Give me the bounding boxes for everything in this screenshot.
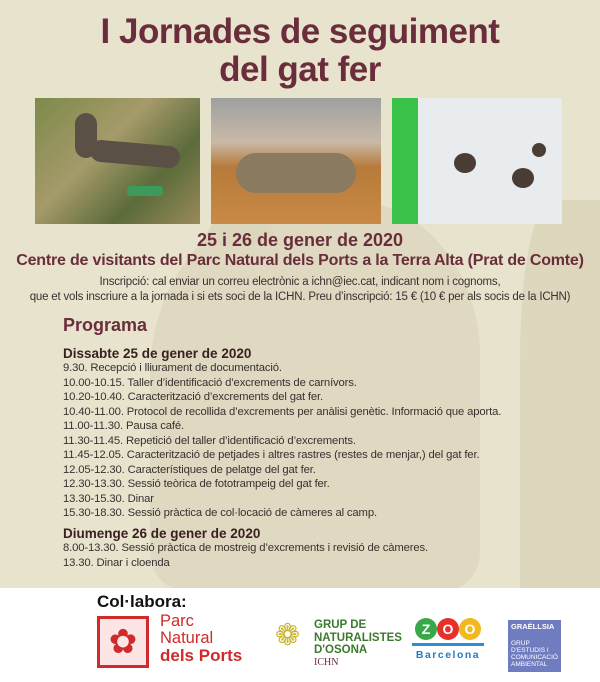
logo-text: D'ESTUDIS I [511, 647, 549, 654]
day2-title: Diumenge 26 de gener de 2020 [63, 526, 261, 541]
logo-grup-naturalistes [314, 619, 402, 657]
schedule-item: 13.30-15.30. Dinar [63, 492, 154, 505]
logo-text: GRUP DE [314, 619, 367, 631]
schedule-item: 10.20-10.40. Caracterització d’excrements del gat fer. [63, 391, 324, 403]
photo-wildcat [211, 98, 381, 224]
logo-text: O [437, 618, 459, 640]
photo-scat [35, 98, 200, 224]
schedule-item: 12.30-13.30. Sessió teòrica de fototrampeig del gat fer. [63, 478, 330, 490]
title-line-1: I Jornades de seguiment [100, 12, 500, 51]
logo-text: COMUNICACIÓ [511, 654, 558, 661]
maple-leaf-icon: ✿ [97, 616, 149, 668]
logo-text: Barcelona [415, 649, 481, 661]
logo-text: Natural [160, 629, 214, 647]
logo-text: GRUP [511, 640, 530, 647]
schedule-item: 11.45-12.05. Caracterització de petjades i altres rastres (restes de menjar,) del gat fer. [63, 449, 480, 461]
schedule-item: 10.40-11.00. Protocol de recollida d’excrements per anàlisi genètic. Informació que aporta. [63, 405, 502, 418]
logo-graellsia [508, 620, 561, 672]
inscription-line-1: Inscripció: cal enviar un correu electrònic a ichn@iec.cat, indicant nom i cognoms, [99, 276, 501, 288]
logo-text: Z [415, 618, 437, 640]
event-venue: Centre de visitants del Parc Natural dels Ports a la Terra Alta (Prat de Comte) [16, 252, 584, 269]
schedule-item: 11.00-11.30. Pausa café. [63, 420, 184, 432]
collab-label: Col·labora: [97, 592, 187, 611]
inscription-line-2: que et vols inscriure a la jornada i si ets soci de la ICHN. Preu d’inscripció: 15 € (10 € per als socis de la ICHN) [29, 291, 571, 303]
schedule-item: 11.30-11.45. Repetició del taller d’identificació d’excrements. [63, 434, 356, 447]
event-date: 25 i 26 de gener de 2020 [196, 230, 404, 250]
photo-footprints [392, 98, 562, 224]
schedule-item: 8.00-13.30. Sessió pràctica de mostreig d’excrements i revisió de càmeres. [63, 542, 429, 554]
schedule-item: 13.30. Dinar i cloenda [63, 556, 170, 569]
schedule-item: 9.30. Recepció i lliurament de documentació. [63, 362, 282, 374]
schedule-item: 10.00-10.15. Taller d’identificació d’excrements de carnívors. [63, 376, 357, 389]
logo-text: O [459, 618, 481, 640]
daffodil-icon: ❁ [275, 619, 301, 652]
day1-title: Dissabte 25 de gener de 2020 [63, 346, 252, 361]
logo-text: Parc [160, 612, 194, 630]
day1-schedule [63, 361, 501, 521]
logo-text: AMBIENTAL [511, 661, 548, 668]
programa-heading: Programa [63, 315, 148, 335]
schedule-item: 15.30-18.30. Sessió pràctica de col·locació de càmeres al camp. [63, 507, 377, 519]
logo-text: NATURALISTES [314, 631, 402, 644]
schedule-item: 12.05-12.30. Característiques de pelatge del gat fer. [63, 463, 316, 476]
logo-text: D'OSONA [314, 644, 368, 656]
logo-ichn: ICHN [314, 657, 339, 668]
logo-text: GRAËLLSIA [511, 622, 555, 631]
logo-parc-natural [160, 613, 242, 665]
logo-text: dels Ports [160, 646, 243, 665]
logo-zoo-barcelona [412, 618, 484, 661]
sponsors-footer [0, 588, 600, 682]
title-line-2: del gat fer [219, 50, 381, 89]
day2-schedule [63, 541, 428, 570]
